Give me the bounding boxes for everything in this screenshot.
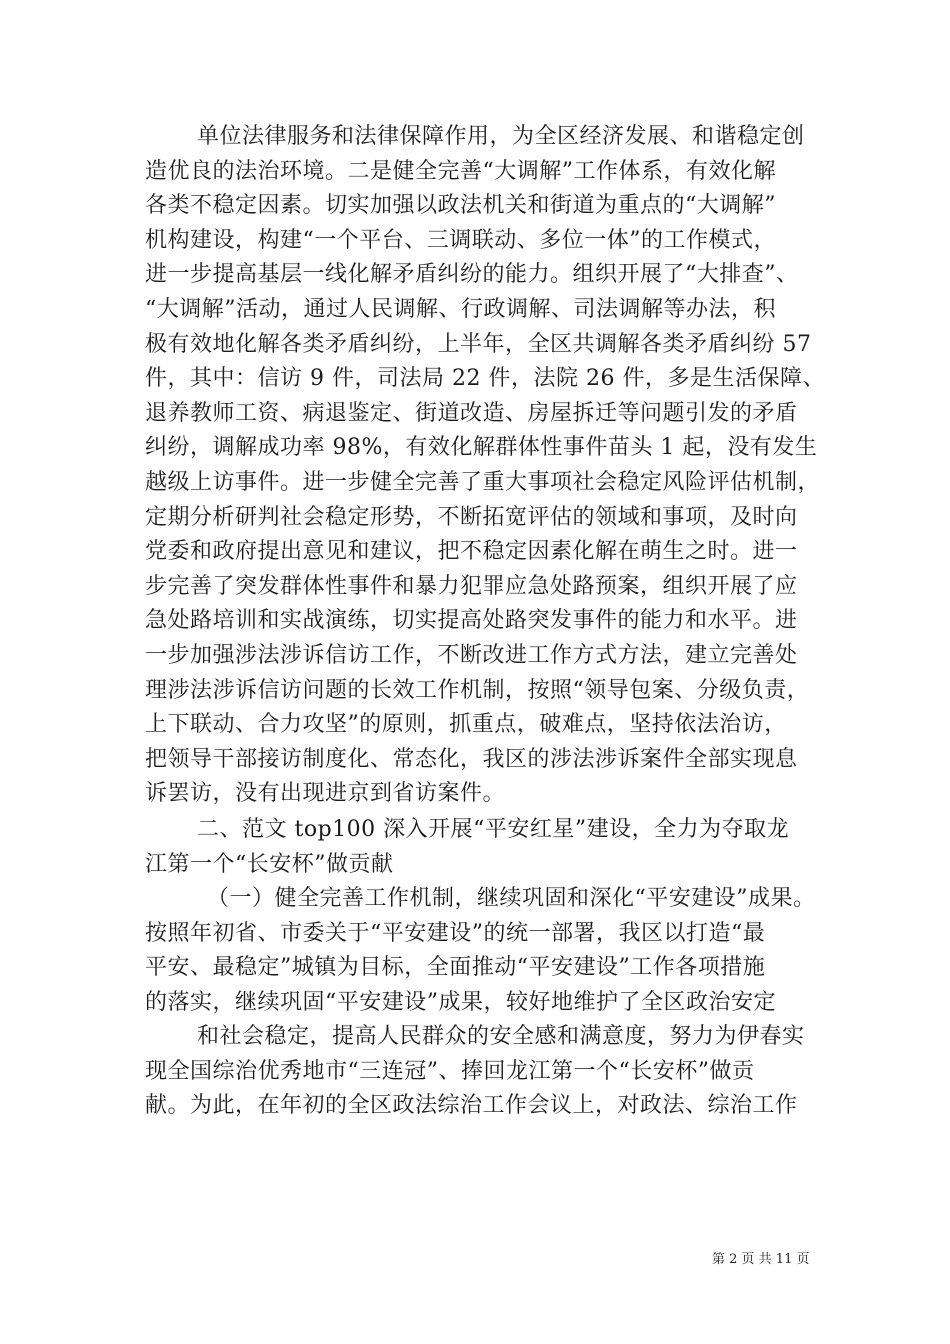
- paragraph-legal-mediation: [145, 120, 825, 812]
- text-line: 平安、最稳定”城镇为目标，全面推动“平安建设”工作各项措施: [145, 955, 766, 981]
- text-line: 的落实，继续巩固“平安建设”成果，较好地维护了全区政治安定: [145, 989, 776, 1015]
- text-line: 定期分析研判社会稳定形势，不断拓宽评估的领域和事项，及时向: [145, 504, 798, 530]
- text-line: 进一步提高基层一线化解矛盾纠纷的能力。组织开展了“大排查”、: [145, 262, 799, 288]
- text-line: 机构建设，构建“一个平台、三调联动、多位一体”的工作模式，: [145, 227, 776, 253]
- paragraph-social-stability: [145, 1020, 825, 1124]
- text-line: 各类不稳定因素。切实加强以政法机关和街道为重点的“大调解”: [145, 193, 776, 219]
- text-line: 一步加强涉法涉诉信访工作，不断改进工作方式方法，建立完善处: [145, 642, 798, 668]
- text-line: 越级上访事件。进一步健全完善了重大事项社会稳定风险评估机制，: [145, 469, 821, 495]
- text-line: （一）健全完善工作机制，继续巩固和深化“平安建设”成果。: [207, 886, 816, 911]
- text-line: 和社会稳定，提高人民群众的安全感和满意度，努力为伊春实: [197, 1024, 805, 1049]
- heading-line: 二、范文 top100 深入开展“平安红星”建设，全力为夺取龙: [197, 817, 790, 842]
- paragraph-safety-mechanism: [145, 882, 825, 1020]
- text-line: “大调解”活动，通过人民调解、行政调解、司法调解等办法，积: [145, 296, 776, 322]
- text-line: 按照年初省、市委关于“平安建设”的统一部署，我区以打造“最: [145, 920, 766, 946]
- text-line: 退养教师工资、病退鉴定、街道改造、房屋拆迁等问题引发的矛盾: [145, 400, 798, 426]
- page-number: 第 2 页 共 11 页: [712, 1252, 810, 1267]
- section-heading-two: [145, 813, 825, 882]
- text-line: 急处路培训和实战演练，切实提高处路突发事件的能力和水平。进: [145, 608, 798, 634]
- text-line: 现全国综治优秀地市“三连冠”、捧回龙江第一个“长安杯”做贡: [145, 1058, 755, 1084]
- text-line: 上下联动、合力攻坚”的原则，抓重点，破难点，坚持依法治访，: [145, 712, 787, 738]
- text-line: 造优良的法治环境。二是健全完善“大调解”工作体系，有效化解: [145, 158, 776, 184]
- heading-line: 江第一个“长安杯”做贡献: [145, 851, 394, 877]
- text-line: 极有效地化解各类矛盾纠纷，上半年，全区共调解各类矛盾纠纷 57: [145, 331, 812, 357]
- text-line: 件，其中：信访 9 件，司法局 22 件，法院 26 件，多是生活保障、: [145, 366, 825, 392]
- text-line: 单位法律服务和法律保障作用，为全区经济发展、和谐稳定创: [197, 124, 805, 149]
- text-line: 理涉法涉诉信访问题的长效工作机制，按照“领导包案、分级负责，: [145, 677, 810, 703]
- text-line: 纠纷，调解成功率 98%，有效化解群体性事件苗头 1 起，没有发生: [145, 435, 818, 461]
- text-line: 步完善了突发群体性事件和暴力犯罪应急处路预案，组织开展了应: [145, 573, 798, 599]
- text-line: 党委和政府提出意见和建议，把不稳定因素化解在萌生之时。进一: [145, 539, 798, 565]
- text-line: 献。为此，在年初的全区政法综治工作会议上，对政法、综治工作: [145, 1093, 798, 1119]
- text-line: 把领导干部接访制度化、常态化，我区的涉法涉诉案件全部实现息: [145, 746, 798, 772]
- text-line: 诉罢访，没有出现进京到省访案件。: [145, 781, 506, 807]
